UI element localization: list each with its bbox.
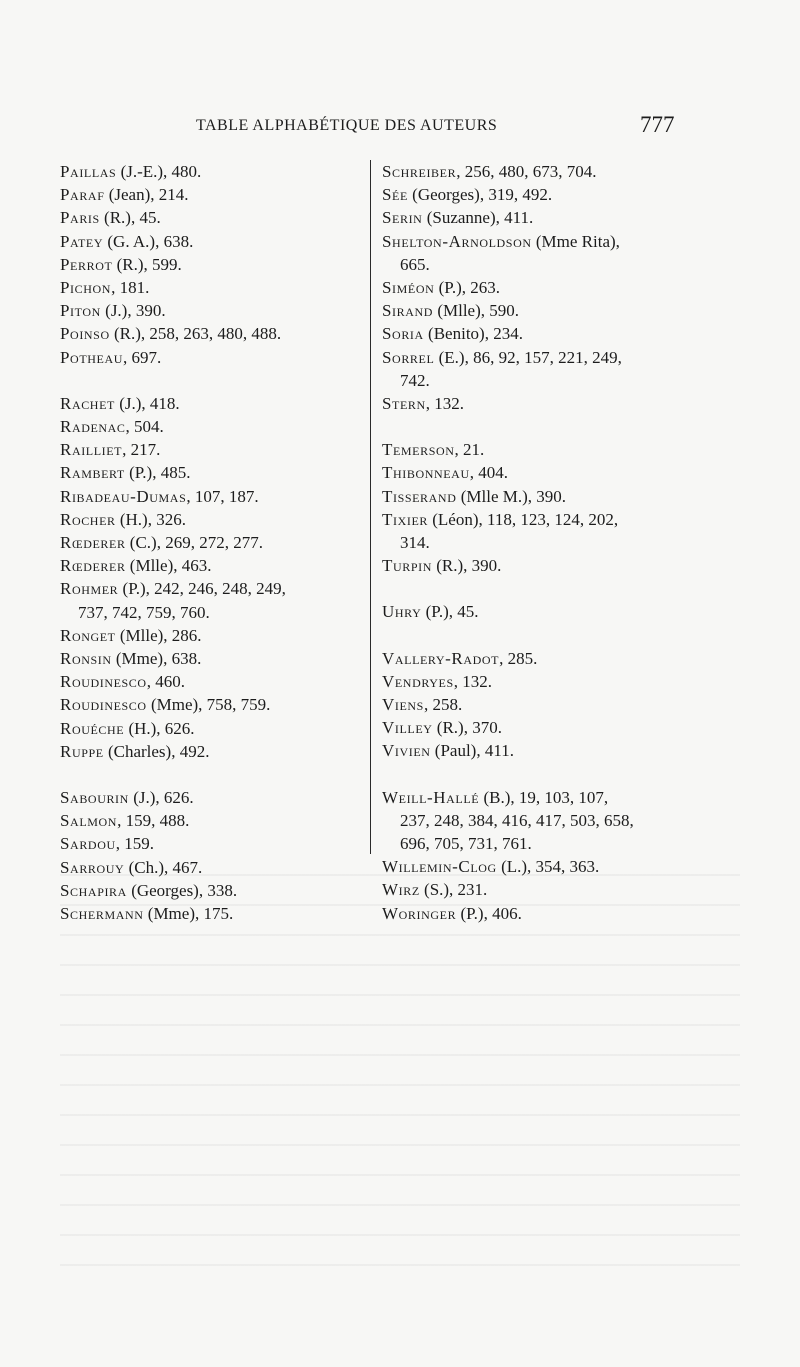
author-page-refs: (Mlle M.), 390. [456,486,567,506]
author-name: Paris [60,208,100,228]
author-name: Shelton-Arnoldson [382,231,532,251]
author-page-refs: (Georges), 338. [126,880,238,900]
author-page-refs: (R.), 370. [432,718,502,738]
author-page-refs: , 697. [122,347,162,367]
author-entry [60,415,365,438]
author-name: Wirz [382,880,420,900]
author-name: Vendryes [382,671,454,691]
author-entry [60,508,365,531]
author-name: Sabourin [60,788,129,808]
author-entry [382,392,682,415]
author-entry [382,554,682,577]
author-entry [60,392,365,415]
author-entry [60,717,365,740]
author-entry [382,461,682,484]
author-page-refs: (Mlle), 463. [125,556,212,576]
group-gap [382,577,682,600]
author-page-refs: (J.), 626. [128,788,194,808]
author-entry [382,160,682,183]
author-name: Ronget [60,625,116,645]
author-name: Patey [60,231,104,251]
author-page-refs: (R.), 599. [112,254,182,274]
author-page-refs: , 404. [469,463,508,483]
author-name: Villey [382,718,433,738]
author-name: Schapira [60,880,127,900]
author-entry [60,832,365,855]
author-entry [382,739,682,762]
author-name: Salmon [60,811,118,831]
author-entry [60,554,365,577]
author-entry [60,299,365,322]
author-name: Thibonneau [382,463,470,483]
author-name: Sardou [60,834,116,854]
author-page-refs: (B.), 19, 103, 107, [479,787,609,807]
group-gap [382,624,682,647]
author-name: Vivien [382,741,431,761]
author-name: Rocher [60,509,116,529]
author-page-refs: , 132. [425,394,465,414]
author-page-refs: (P.), 45. [421,602,479,622]
author-name: Temerson [382,440,455,460]
author-page-refs: (Georges), 319, 492. [407,185,553,205]
author-entry [60,485,365,508]
group-gap [60,763,365,786]
author-page-refs: (Suzanne), 411. [422,208,534,228]
author-name: Paillas [60,162,117,181]
author-index-left-column [60,160,365,925]
author-page-refs: , 159, 488. [117,811,190,831]
author-page-refs: (Mme), 758, 759. [146,695,271,715]
author-entry [60,809,365,832]
author-name: Serin [382,208,423,228]
author-entry [60,624,365,647]
author-entry [60,276,365,299]
author-page-refs: (Mme), 175. [143,904,234,924]
author-page-refs: , 181. [111,278,150,298]
author-page-refs: , 159. [115,834,154,854]
author-page-refs: (R.), 390. [432,556,502,576]
group-gap [60,369,365,392]
author-page-refs: (Mlle), 286. [115,625,202,645]
author-name: Rohmer [60,579,119,599]
author-entry [382,716,682,739]
author-entry [382,508,682,554]
author-name: Turpin [382,556,432,576]
author-entry [60,206,365,229]
author-page-refs: (P.), 406. [456,903,522,923]
author-entry [60,577,365,623]
author-entry [382,670,682,693]
author-entry [382,322,682,345]
author-page-refs: (Léon), 118, 123, 124, 202, [427,509,619,529]
author-index-right-column [382,160,682,925]
author-entry [382,438,682,461]
author-page-refs: , 107, 187. [186,486,259,506]
author-entry [60,253,365,276]
author-entry [60,322,365,345]
running-head: TABLE ALPHABÉTIQUE DES AUTEURS [196,117,498,134]
author-name: Sorrel [382,347,435,367]
author-page-refs: (Mme), 638. [111,649,202,669]
author-name: Railliet [60,440,123,460]
group-gap [382,415,682,438]
author-page-refs-continued: 696, 705, 731, 761. [400,834,532,854]
author-page-refs: (Paul), 411. [430,741,514,761]
author-page-refs: (R.), 258, 263, 480, 488. [109,324,282,344]
author-entry [382,276,682,299]
author-name: Piton [60,301,101,321]
author-page-refs-continued: 314. [400,533,430,553]
page-number: 777 [640,112,675,137]
author-name: Radenac [60,417,126,437]
author-name: Rœderer [60,533,126,553]
author-entry [382,693,682,716]
author-page-refs: (P.), 263. [434,278,501,298]
author-entry [60,531,365,554]
author-page-refs: (Ch.), 467. [124,857,203,877]
author-page-refs: (R.), 45. [99,208,161,228]
author-name: Ronsin [60,649,112,669]
author-name: Pichon [60,278,112,298]
author-page-refs: (J.-E.), 480. [116,162,202,181]
author-name: Ruppe [60,741,104,761]
author-entry [60,786,365,809]
author-page-refs: , 258. [423,695,463,715]
author-entry [60,438,365,461]
author-name: Uhry [382,602,422,622]
author-name: Vallery-Radot [382,648,500,668]
author-entry [382,299,682,322]
author-entry [382,346,682,392]
author-page-refs-continued: 665. [400,254,430,274]
author-name: Sirand [382,301,434,321]
author-name: Stern [382,394,426,414]
author-entry [60,670,365,693]
author-name: Poinso [60,324,110,344]
group-gap [382,763,682,786]
author-name: Soria [382,324,424,344]
author-page-refs: (S.), 231. [419,880,488,900]
author-name: Rachet [60,393,115,413]
author-page-refs: (H.), 626. [124,718,195,738]
author-page-refs: (P.), 485. [124,463,191,483]
author-entry [382,230,682,276]
author-name: Sarrouy [60,857,125,877]
author-page-refs: (E.), 86, 92, 157, 221, 249, [434,347,622,367]
author-page-refs: (Jean), 214. [104,185,189,205]
author-entry [60,346,365,369]
author-entry [382,786,682,856]
author-name: Rambert [60,463,125,483]
author-name: Sée [382,185,408,205]
author-page-refs: (P.), 242, 246, 248, 249, [118,579,286,599]
author-page-refs-continued: 737, 742, 759, 760. [78,602,210,622]
author-name: Potheau [60,347,123,367]
author-page-refs: (J.), 418. [114,393,180,413]
author-page-refs-continued: 237, 248, 384, 416, 417, 503, 658, [400,810,634,830]
author-page-refs: (Benito), 234. [423,324,523,344]
author-name: Rouéche [60,718,125,738]
author-entry [60,461,365,484]
author-page-refs: , 217. [122,440,161,460]
author-page-refs-continued: 742. [400,370,430,390]
column-divider [370,160,371,854]
author-page-refs: (J.), 390. [100,301,166,321]
author-entry [382,647,682,670]
author-entry [382,183,682,206]
show-through-text [60,857,740,1280]
author-name: Tisserand [382,486,457,506]
author-page-refs: , 256, 480, 673, 704. [456,162,597,181]
author-entry [60,740,365,763]
author-page-refs: (G. A.), 638. [103,231,194,251]
author-page-refs: , 504. [125,417,164,437]
author-entry [382,206,682,229]
author-name: Rœderer [60,556,126,576]
author-name: Ribadeau-Dumas [60,486,187,506]
author-page-refs: , 285. [499,648,538,668]
author-page-refs: (Mme Rita), [531,231,620,251]
author-name: Viens [382,695,424,715]
author-page-refs: , 21. [454,440,485,460]
author-page-refs: (Mlle), 590. [433,301,519,321]
author-name: Roudinesco [60,672,147,692]
author-page-refs: (L.), 354, 363. [496,857,600,877]
author-name: Weill-Hallé [382,787,480,807]
author-entry [60,183,365,206]
author-name: Paraf [60,185,105,205]
author-entry [60,647,365,670]
author-name: Schermann [60,904,144,924]
author-page-refs: , 132. [453,671,493,691]
author-entry [60,693,365,716]
author-page-refs: (C.), 269, 272, 277. [125,533,263,553]
author-entry [60,160,365,183]
author-entry [382,485,682,508]
author-entry [382,600,682,623]
author-name: Siméon [382,278,435,298]
author-name: Tixier [382,509,428,529]
author-page-refs: (H.), 326. [115,509,186,529]
author-name: Perrot [60,254,113,274]
author-entry [60,230,365,253]
author-page-refs: , 460. [146,672,185,692]
author-name: Schreiber [382,162,457,181]
author-name: Roudinesco [60,695,147,715]
author-name: Willemin-Clog [382,857,497,877]
author-page-refs: (Charles), 492. [103,741,210,761]
author-name: Woringer [382,903,457,923]
